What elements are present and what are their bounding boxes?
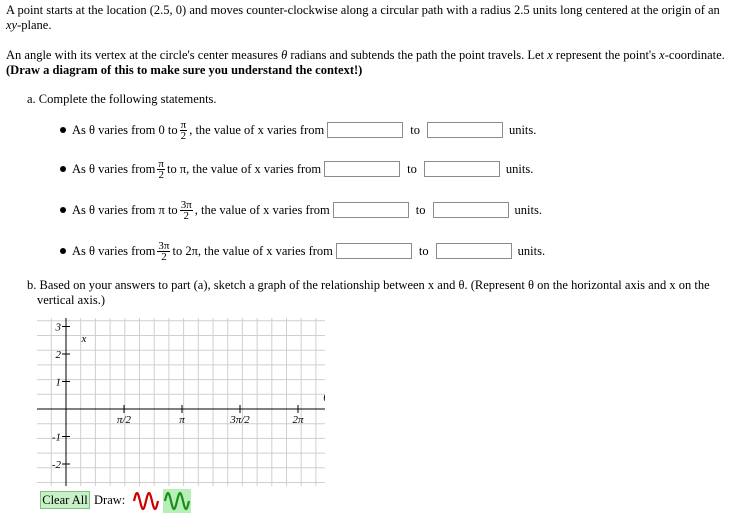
y-axis-label: x — [81, 333, 87, 345]
sine-wave-icon — [132, 489, 160, 513]
theta-symbol: θ — [281, 48, 288, 62]
frac-num: π — [180, 118, 187, 131]
frac-num: 3π — [180, 198, 192, 211]
row-pre-text: As θ varies from π to — [72, 202, 178, 217]
row3-to-input[interactable] — [433, 202, 509, 218]
x-symbol: x — [547, 48, 553, 62]
row-post-text: to 2π, the value of x varies from — [172, 243, 333, 258]
row2-from-input[interactable] — [324, 161, 400, 177]
units-label: units. — [508, 122, 537, 137]
fraction — [180, 120, 188, 141]
statement-row-1 — [60, 116, 536, 144]
context-text-3: represent the point's — [552, 48, 660, 62]
part-b-line-1: b. Based on your answers to part (a), sketch a graph of the relationship between x and θ. (Represent θ on the horizontal axis and x on the — [27, 278, 710, 292]
y-tick-label: 3 — [55, 321, 61, 334]
graph-labels — [52, 322, 325, 487]
x-tick-label: 3π/2 — [230, 414, 250, 426]
context-text-4: -coordinate. — [664, 48, 725, 62]
to-label: to — [415, 202, 426, 217]
y-tick-label: 2 — [55, 349, 61, 361]
sketch-graph[interactable] — [37, 318, 325, 490]
row-post-text: , the value of x varies from — [189, 122, 325, 137]
frac-den: 2 — [183, 209, 189, 222]
clear-all-button[interactable]: Clear All — [40, 491, 90, 509]
draw-label: Draw: — [94, 493, 126, 507]
x-symbol-2: x — [659, 48, 665, 62]
intro-text-1: A point starts at the location — [6, 3, 150, 17]
draw-sine-red-button[interactable] — [132, 489, 160, 513]
sine-wave-icon — [163, 489, 191, 513]
problem-intro — [6, 3, 746, 33]
plane-var: xy — [6, 18, 18, 32]
units-label: units. — [505, 161, 534, 176]
row1-to-input[interactable] — [427, 122, 503, 138]
graph-canvas[interactable] — [37, 318, 325, 486]
fraction — [180, 200, 193, 221]
bullet-icon — [60, 127, 66, 133]
to-label: to — [418, 243, 429, 258]
frac-den: 2 — [161, 250, 167, 263]
units-label: units. — [514, 202, 542, 217]
row4-from-input[interactable] — [336, 243, 412, 259]
part-b-line-2: vertical axis.) — [37, 293, 106, 307]
intro-text-2: and moves counter-clockwise along a circular path with a radius 2.5 units long centered at the origin of an — [186, 3, 720, 17]
row-pre-text: As θ varies from — [72, 161, 156, 176]
x-tick-label: π/2 — [116, 414, 132, 426]
frac-den: 2 — [158, 168, 164, 181]
problem-context — [6, 48, 746, 78]
y-tick-label: -1 — [51, 431, 61, 444]
bullet-icon — [60, 207, 66, 213]
to-label: to — [407, 161, 417, 176]
context-text-2: radians and subtends the path the point travels. Let — [287, 48, 548, 62]
context-text-1: An angle with its vertex at the circle's center measures — [6, 48, 282, 62]
x-axis-label — [323, 392, 325, 404]
y-tick-label: 1 — [55, 376, 61, 389]
start-point: (2.5, 0) — [149, 3, 187, 17]
frac-num: 3π — [158, 239, 170, 252]
statement-row-2 — [60, 155, 533, 183]
row-pre-text: As θ varies from 0 to — [72, 122, 178, 137]
to-label: to — [410, 122, 420, 137]
row4-to-input[interactable] — [436, 243, 512, 259]
units-label: units. — [517, 243, 546, 258]
statement-row-3 — [60, 196, 542, 224]
bullet-icon — [60, 248, 66, 254]
fraction — [157, 159, 165, 180]
row-post-text: to π, the value of x varies from — [166, 161, 322, 176]
x-tick-label: 2π — [292, 414, 304, 426]
part-a-label: a. Complete the following statements. — [27, 92, 217, 106]
frac-den: 2 — [180, 129, 187, 142]
row1-from-input[interactable] — [327, 122, 403, 138]
bullet-icon — [60, 166, 66, 172]
fraction — [157, 241, 170, 262]
row-pre-text: As θ varies from — [72, 243, 156, 258]
row-post-text: , the value of x varies from — [194, 202, 330, 217]
intro-text-3: -plane. — [17, 18, 52, 32]
diagram-hint: (Draw a diagram of this to make sure you understand the context!) — [6, 63, 363, 77]
row2-to-input[interactable] — [424, 161, 500, 177]
statement-row-4 — [60, 237, 545, 265]
draw-sine-green-button[interactable] — [163, 489, 191, 513]
frac-num: π — [158, 157, 164, 170]
part-b-text — [27, 278, 747, 308]
x-tick-label: π — [179, 414, 185, 426]
graph-axes — [37, 318, 325, 486]
row3-from-input[interactable] — [333, 202, 409, 218]
graph-grid — [37, 318, 325, 486]
y-tick-label: -2 — [51, 459, 61, 471]
